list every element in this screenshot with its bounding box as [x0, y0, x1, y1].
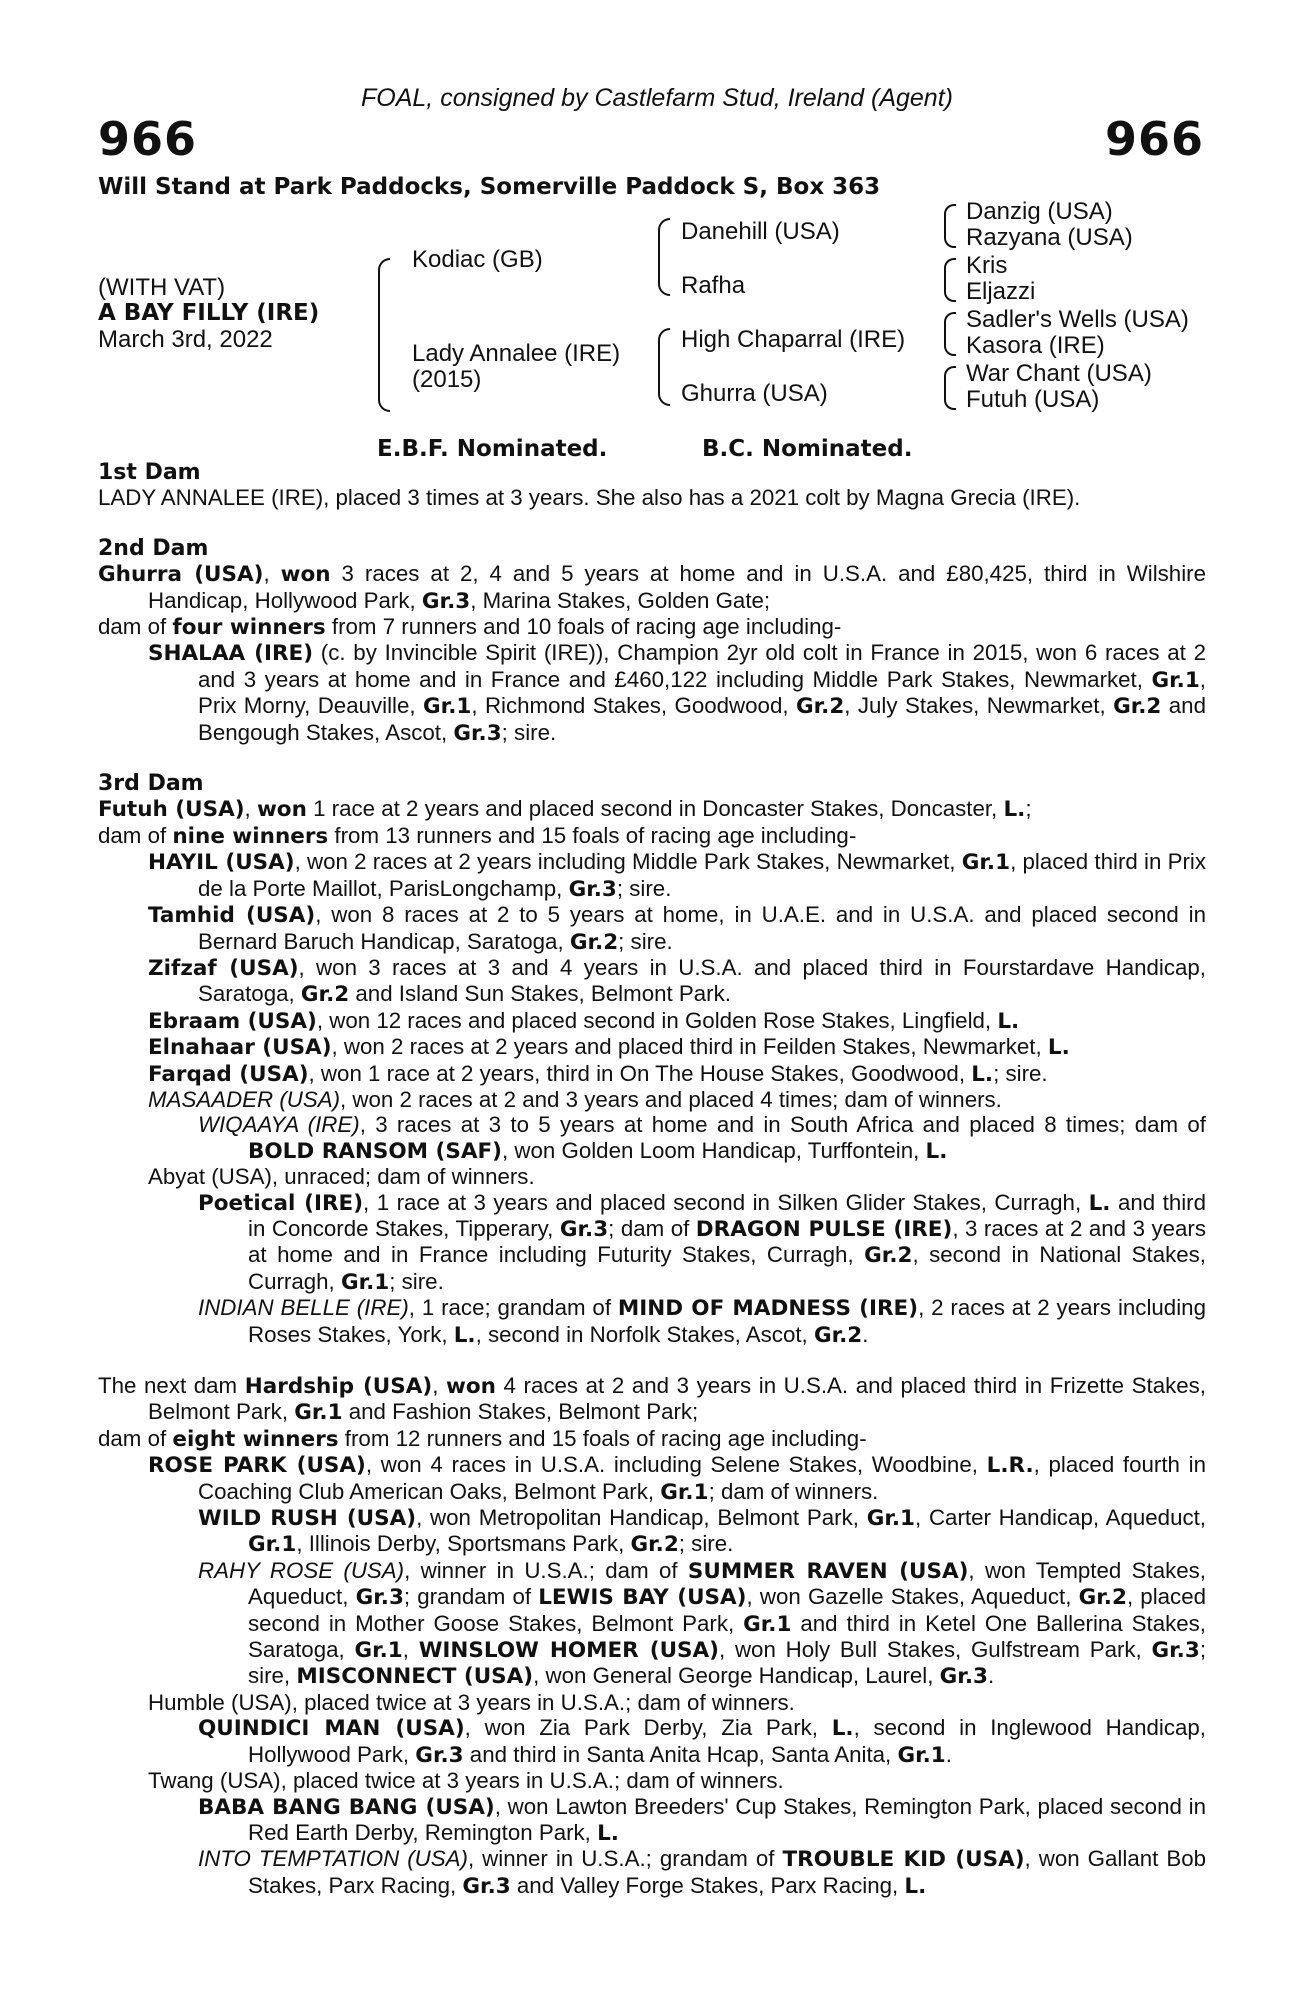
brace-icon [658, 218, 670, 296]
dam-dam: Ghurra (USA) [681, 380, 828, 407]
produce-baba-bang-bang: BABA BANG BANG (USA), won Lawton Breeders' Cup Stakes, Remington Park, placed second in Red Earth Derby, Remington Park, L. [198, 1793, 1206, 1846]
third-dam-record: Futuh (USA), won 1 race at 2 years and placed second in Doncaster Stakes, Doncaster, L.; [98, 796, 1032, 823]
second-dam-produce-summary: dam of four winners from 7 runners and 10 foals of racing age including- [98, 614, 842, 641]
pedigree-table [98, 200, 1208, 430]
foaling-date: March 3rd, 2022 [98, 326, 273, 353]
produce-wiqaaya: WIQAAYA (IRE), 3 races at 3 to 5 years at home and in South Africa and placed 8 times; dam of BOLD RANSOM (SAF), won Golden Loom Handicap, Turffontein, L. [198, 1112, 1206, 1164]
consignor-line: FOAL, consigned by Castlefarm Stud, Ireland (Agent) [361, 84, 953, 112]
produce-quindici-man: QUINDICI MAN (USA), won Zia Park Derby, Zia Park, L., second in Inglewood Handicap, Hollywood Park, Gr.3 and third in Santa Anita Hcap, Santa Anita, Gr.1. [198, 1715, 1206, 1768]
sire-sire: Danehill (USA) [681, 218, 840, 245]
produce-abyat: Abyat (USA), unraced; dam of winners. [148, 1164, 535, 1190]
third-dam-produce-summary: dam of nine winners from 13 runners and 15 foals of racing age including- [98, 822, 857, 849]
dam: Lady Annalee (IRE) [412, 340, 621, 367]
grandsire-4: Eljazzi [966, 278, 1036, 305]
produce-hayil: HAYIL (USA), won 2 races at 2 years including Middle Park Stakes, Newmarket, Gr.1, placed third in Prix de la Porte Maillot, ParisLongchamp, Gr.3; sire. [148, 849, 1207, 902]
bc-nomination: B.C. Nominated. [702, 436, 913, 462]
produce-rahy-rose: RAHY ROSE (USA), winner in U.S.A.; dam of SUMMER RAVEN (USA), won Tempted Stakes, Aqueduct, Gr.3; grandam of LEWIS BAY (USA), won Gazelle Stakes, Aqueduct, Gr.2, placed second in Mother Goose Stakes, Belmont Park, Gr.1 and third in Ketel One Ballerina Stakes, Saratoga, Gr.1, WINSLOW HOMER (USA), won Holy Bull Stakes, Gulfstream Park, Gr.3; sire, MISCONNECT (USA), won General George Handicap, Laurel, Gr.3. [198, 1557, 1207, 1690]
brace-icon [378, 258, 390, 412]
vat-note: (WITH VAT) [98, 274, 226, 301]
grandsire-6: Kasora (IRE) [966, 332, 1105, 359]
first-dam-text: LADY ANNALEE (IRE), placed 3 times at 3 years. She also has a 2021 colt by Magna Grecia (IRE). [98, 485, 1081, 511]
lot-number-left: 966 [98, 112, 198, 166]
produce-ebraam: Ebraam (USA), won 12 races and placed second in Golden Rose Stakes, Lingfield, L. [148, 1007, 1020, 1034]
produce-tamhid: Tamhid (USA), won 8 races at 2 to 5 years at home, in U.A.E. and in U.S.A. and placed second in Bernard Baruch Handicap, Saratoga, Gr.2; sire. [148, 902, 1207, 955]
produce-masaader: MASAADER (USA), won 2 races at 2 and 3 years and placed 4 times; dam of winners. [148, 1086, 1002, 1112]
ebf-nomination: E.B.F. Nominated. [377, 436, 608, 462]
second-dam-heading: 2nd Dam [98, 535, 209, 561]
brace-icon [944, 312, 956, 356]
produce-farqad: Farqad (USA), won 1 race at 2 years, third in On The House Stakes, Goodwood, L.; sire. [148, 1060, 1048, 1087]
produce-shalaa: SHALAA (IRE) (c. by Invincible Spirit (IRE)), Champion 2yr old colt in France in 2015, won 6 races at 2 and 3 years at home and in France and £460,122 including Middle Park Stakes, Newmarket, Gr.1, Prix Morny, Deauville, Gr.1, Richmond Stakes, Goodwood, Gr.2, July Stakes, Newmarket, Gr.2 and Bengough Stakes, Ascot, Gr.3; sire. [148, 640, 1206, 746]
horse-name: A BAY FILLY (IRE) [98, 300, 320, 326]
grandsire-2: Razyana (USA) [966, 224, 1133, 251]
dam-year: (2015) [412, 366, 482, 393]
lot-number-right: 966 [1104, 112, 1204, 166]
brace-icon [944, 258, 956, 302]
brace-icon [658, 328, 670, 406]
grandsire-8: Futuh (USA) [966, 386, 1100, 413]
produce-elnahaar: Elnahaar (USA), won 2 races at 2 years and placed third in Feilden Stakes, Newmarket, L. [148, 1034, 1070, 1061]
produce-wild-rush: WILD RUSH (USA), won Metropolitan Handicap, Belmont Park, Gr.1, Carter Handicap, Aqueduct, Gr.1, Illinois Derby, Sportsmans Park, Gr.2; sire. [198, 1505, 1207, 1558]
grandsire-1: Danzig (USA) [966, 198, 1113, 225]
sire-dam: Rafha [681, 272, 746, 299]
grandsire-5: Sadler's Wells (USA) [966, 306, 1189, 333]
stand-location: Will Stand at Park Paddocks, Somerville Paddock S, Box 363 [98, 174, 881, 200]
grandsire-7: War Chant (USA) [966, 360, 1152, 387]
produce-rose-park: ROSE PARK (USA), won 4 races in U.S.A. including Selene Stakes, Woodbine, L.R., placed fourth in Coaching Club American Oaks, Belmont Park, Gr.1; dam of winners. [148, 1452, 1207, 1505]
grandsire-3: Kris [966, 252, 1008, 279]
sire: Kodiac (GB) [412, 246, 543, 273]
brace-icon [944, 366, 956, 410]
fourth-dam-record: The next dam Hardship (USA), won 4 races at 2 and 3 years in U.S.A. and placed third in Frizette Stakes, Belmont Park, Gr.1 and Fashion Stakes, Belmont Park; [98, 1373, 1206, 1426]
fourth-dam-produce-summary: dam of eight winners from 12 runners and 15 foals of racing age including- [98, 1425, 867, 1452]
second-dam-record: Ghurra (USA), won 3 races at 2, 4 and 5 years at home and in U.S.A. and £80,425, third in Wilshire Handicap, Hollywood Park, Gr.3, Marina Stakes, Golden Gate; [98, 561, 1206, 614]
catalogue-body [98, 460, 1206, 1899]
produce-poetical: Poetical (IRE), 1 race at 3 years and placed second in Silken Glider Stakes, Curragh, L. and third in Concorde Stakes, Tipperary, Gr.3; dam of DRAGON PULSE (IRE), 3 races at 2 and 3 years at home and in France including Futurity Stakes, Curragh, Gr.2, second in National Stakes, Curragh, Gr.1; sire. [198, 1189, 1207, 1295]
produce-into-temptation: INTO TEMPTATION (USA), winner in U.S.A.; grandam of TROUBLE KID (USA), won Gallant Bob Stakes, Parx Racing, Gr.3 and Valley Forge Stakes, Parx Racing, L. [198, 1846, 1206, 1899]
produce-twang: Twang (USA), placed twice at 3 years in U.S.A.; dam of winners. [148, 1768, 784, 1794]
first-dam-heading: 1st Dam [98, 460, 201, 485]
third-dam-heading: 3rd Dam [98, 771, 204, 797]
brace-icon [944, 204, 956, 248]
produce-zifzaf: Zifzaf (USA), won 3 races at 3 and 4 years in U.S.A. and placed third in Fourstardave Handicap, Saratoga, Gr.2 and Island Sun Stakes, Belmont Park. [148, 954, 1206, 1008]
produce-humble: Humble (USA), placed twice at 3 years in U.S.A.; dam of winners. [148, 1689, 795, 1715]
dam-sire: High Chaparral (IRE) [681, 326, 906, 353]
produce-indian-belle: INDIAN BELLE (IRE), 1 race; grandam of MIND OF MADNESS (IRE), 2 races at 2 years including Roses Stakes, York, L., second in Norfolk Stakes, Ascot, Gr.2. [198, 1295, 1206, 1348]
